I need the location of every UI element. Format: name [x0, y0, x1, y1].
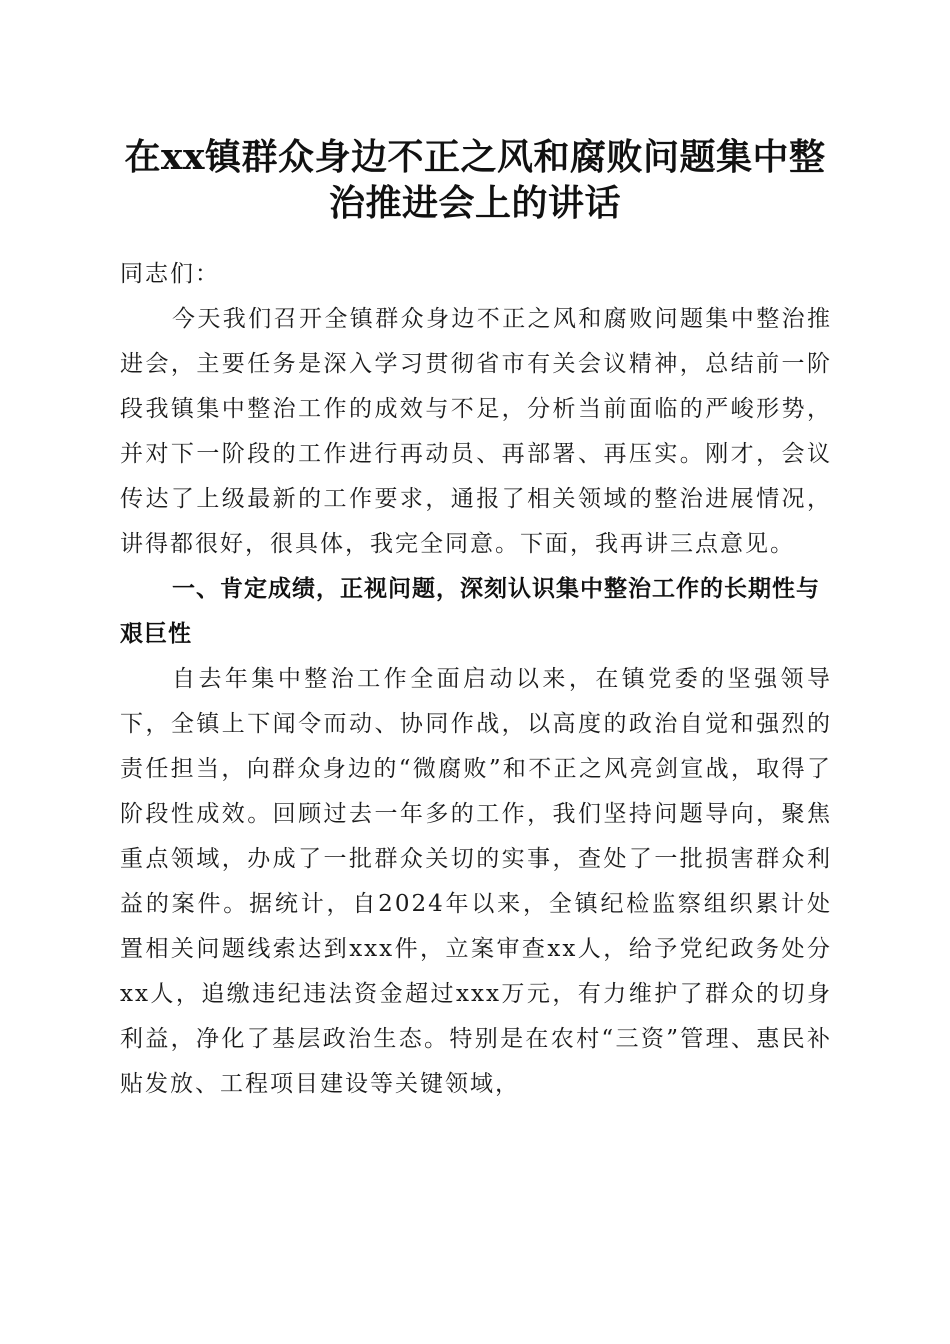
intro-paragraph: 今天我们召开全镇群众身边不正之风和腐败问题集中整治推进会，主要任务是深入学习贯彻省市有关会议精神，总结前一阶段我镇集中整治工作的成效与不足，分析当前面临的严峻形势，并对下一阶段的工作进行再动员、再部署、再压实。刚才，会议传达了上级最新的工作要求，通报了相关领域的整治进展情况，讲得都很好，很具体，我完全同意。下面，我再讲三点意见。 — [120, 306, 832, 557]
section-heading: 一、肯定成绩，正视问题，深刻认识集中整治工作的长期性与艰巨性 — [120, 576, 820, 647]
document-body — [120, 252, 832, 1107]
document-title: 在xx镇群众身边不正之风和腐败问题集中整治推进会上的讲话 — [124, 136, 826, 224]
salutation: 同志们： — [120, 261, 220, 287]
section-paragraph: 自去年集中整治工作全面启动以来，在镇党委的坚强领导下，全镇上下闻令而动、协同作战，以高度的政治自觉和强烈的责任担当，向群众身边的“微腐败”和不正之风亮剑宣战，取得了阶段性成效。回顾过去一年多的工作，我们坚持问题导向，聚焦重点领域，办成了一批群众关切的实事，查处了一批损害群众利益的案件。据统计，自2024年以来，全镇纪检监察组织累计处置相关问题线索达到xxx件，立案审查xx人，给予党纪政务处分xx人，追缴违纪违法资金超过xxx万元，有力维护了群众的切身利益，净化了基层政治生态。特别是在农村“三资”管理、惠民补贴发放、工程项目建设等关键领域， — [120, 666, 832, 1097]
